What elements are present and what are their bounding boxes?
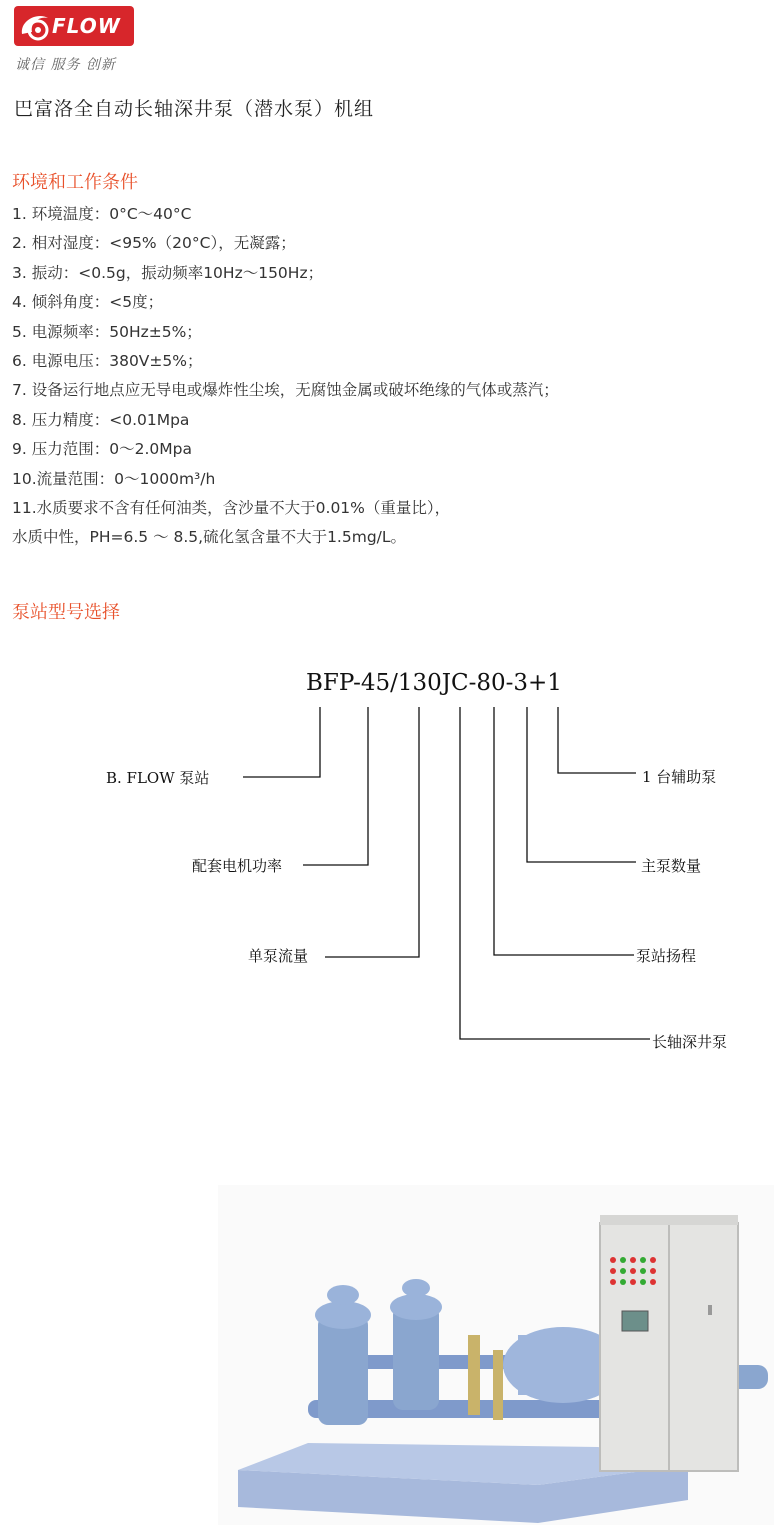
condition-item: 9. 压力范围：0～2.0Mpa: [12, 440, 192, 459]
label-station-head: 泵站扬程: [636, 947, 697, 965]
condition-item: 水质中性，PH=6.5 ～ 8.5,硫化氢含量不大于1.5mg/L。: [12, 528, 407, 547]
label-long-shaft: 长轴深井泵: [652, 1033, 728, 1051]
logo-text: FLOW: [52, 14, 121, 38]
env-section-heading: 环境和工作条件: [12, 172, 138, 193]
condition-item: 6. 电源电压：380V±5%；: [12, 351, 203, 370]
condition-item: 8. 压力精度：<0.01Mpa: [12, 410, 190, 429]
pump-section-heading: 泵站型号选择: [12, 602, 120, 623]
condition-item: 7. 设备运行地点应无导电或爆炸性尘埃，无腐蚀金属或破坏绝缘的气体或蒸汽；: [12, 381, 559, 400]
label-single-flow: 单泵流量: [248, 947, 309, 965]
pump-station-photo: [218, 1185, 774, 1525]
brand-slogan: 诚信 服务 创新: [15, 57, 116, 73]
page-title: 巴富洛全自动长轴深井泵（潜水泵）机组: [14, 98, 375, 120]
model-code: BFP-45/130JC-80-3+1: [306, 670, 562, 696]
condition-item: 4. 倾斜角度：<5度；: [12, 293, 164, 312]
label-brand-station: B. FLOW 泵站: [106, 769, 210, 787]
condition-item: 5. 电源频率：50Hz±5%；: [12, 322, 202, 341]
label-main-count: 主泵数量: [641, 857, 702, 875]
condition-item: 10.流量范围：0～1000m³/h: [12, 469, 216, 488]
condition-item: 1. 环境温度：0°C～40°C: [12, 205, 192, 223]
label-motor-power: 配套电机功率: [192, 857, 283, 875]
condition-item: 3. 振动：<0.5g，振动频率10Hz～150Hz；: [12, 263, 324, 282]
condition-item: 2. 相对湿度：<95%（20°C），无凝露；: [12, 234, 296, 253]
condition-item: 11.水质要求不含有任何油类，含沙量不大于0.01%（重量比），: [12, 498, 451, 517]
label-aux-pump: 1 台辅助泵: [642, 768, 717, 786]
